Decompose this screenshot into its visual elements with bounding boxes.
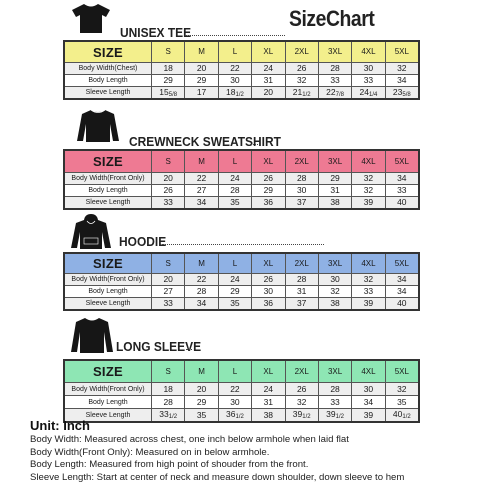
value-fraction: 1/2 [235,91,244,98]
value-cell [218,298,251,310]
value-cell [185,286,218,298]
value-number: 35 [397,396,407,407]
value-cell [285,298,318,310]
value-cell [252,286,285,298]
page-title: SizeChart [289,6,375,31]
value-number: 20 [196,63,207,74]
value-cell [218,87,251,99]
value-cell [285,197,318,209]
dotted-rule [185,35,285,36]
value-cell [152,173,185,185]
size-label: SIZE [65,361,152,383]
value-number: 28 [330,63,340,74]
dotted-rule [162,244,324,245]
value-number: 32 [296,396,307,407]
table-row [65,63,419,75]
size-cell: 2XL [285,42,318,63]
value-number: 26 [263,274,274,285]
table-row [65,75,419,87]
value-number: 39 [363,197,374,208]
value-number: 29 [196,75,207,86]
size-cell: 2XL [285,151,318,173]
value-number: 31 [296,286,307,297]
size-cell: M [185,42,218,63]
note-line: Body Length: Measured from high point of shouder from the front. [30,459,309,471]
value-cell [252,75,285,87]
value-cell [152,274,185,286]
size-cell: 4XL [352,151,385,173]
value-number: 22 [230,383,240,394]
size-cell: M [185,361,218,383]
value-cell [385,87,418,99]
size-cell: 5XL [385,42,418,63]
size-cell: XL [252,151,285,173]
value-cell [252,185,285,197]
row-label: Body Length [65,185,152,197]
value-cell [385,197,418,209]
value-number: 39 [326,409,336,419]
section-header-tee [0,2,488,42]
value-number: 38 [263,409,274,420]
value-number: 32 [296,75,307,86]
value-number: 33 [159,409,169,419]
value-cell [218,396,251,409]
value-number: 18 [226,86,236,97]
value-number: 30 [263,286,274,297]
value-cell [285,87,318,99]
value-number: 32 [397,383,407,394]
value-number: 27 [163,286,173,297]
row-label: Body Length [65,75,152,87]
value-number: 33 [397,185,407,196]
dotted-rule [250,144,258,145]
value-number: 33 [163,298,173,309]
value-number: 30 [230,75,240,86]
row-label: Body Width(Front Only) [65,173,152,185]
value-number: 36 [263,298,274,309]
value-cell [252,173,285,185]
longsleeve-icon [70,316,114,354]
value-cell [252,383,285,396]
value-cell [252,396,285,409]
section-header-longsleeve [0,316,488,356]
value-number: 30 [230,396,240,407]
value-cell [318,185,351,197]
value-number: 40 [397,197,407,208]
value-cell [285,173,318,185]
value-number: 24 [263,383,274,394]
value-number: 31 [263,396,274,407]
measurement-notes [30,418,480,484]
value-number: 35 [196,409,207,420]
value-cell [185,197,218,209]
value-cell [218,383,251,396]
value-cell [218,63,251,75]
size-label: SIZE [65,254,152,274]
size-cell: S [152,42,185,63]
dotted-rule [186,349,192,350]
size-table-hoodie [64,253,419,310]
value-cell [318,87,351,99]
value-number: 38 [330,197,340,208]
size-header-row [65,361,419,383]
size-label: SIZE [65,42,152,63]
value-cell [185,396,218,409]
size-cell: 4XL [352,42,385,63]
value-number: 39 [292,409,303,419]
size-cell: 2XL [285,361,318,383]
size-header-row [65,254,419,274]
row-label: Body Width(Front Only) [65,274,152,286]
value-cell [385,286,418,298]
size-cell: S [152,254,185,274]
value-cell [152,383,185,396]
value-cell [185,274,218,286]
value-number: 34 [363,396,374,407]
value-fraction: 1/2 [302,414,311,420]
value-number: 40 [397,298,407,309]
size-cell: S [152,361,185,383]
value-cell [352,75,385,87]
size-cell: M [185,151,218,173]
size-cell: 3XL [318,254,351,274]
value-number: 24 [230,274,240,285]
value-cell [385,75,418,87]
row-label: Body Length [65,396,152,409]
value-number: 29 [196,396,207,407]
value-cell [352,87,385,99]
value-cell [285,286,318,298]
value-number: 38 [330,298,340,309]
value-number: 37 [296,197,307,208]
value-cell [352,274,385,286]
value-number: 35 [230,197,240,208]
row-label: Body Length [65,286,152,298]
value-number: 23 [392,86,403,97]
value-number: 28 [230,185,240,196]
table-row [65,197,419,209]
value-cell [318,197,351,209]
value-number: 28 [296,274,307,285]
value-cell [185,87,218,99]
value-number: 33 [363,286,374,297]
size-cell: 2XL [285,254,318,274]
value-cell [285,63,318,75]
sweatshirt-icon [76,108,120,144]
section-header-hoodie [0,214,488,254]
value-number: 29 [330,173,340,184]
value-cell [352,185,385,197]
value-number: 29 [163,75,173,86]
size-cell: 3XL [318,151,351,173]
value-cell [252,87,285,99]
value-number: 36 [226,409,236,419]
row-label: Sleeve Length [65,409,152,422]
value-number: 20 [163,173,173,184]
table-row [65,185,419,197]
value-cell [218,173,251,185]
value-cell [285,274,318,286]
value-number: 24 [359,86,369,97]
value-number: 20 [196,383,207,394]
value-number: 33 [330,75,340,86]
value-fraction: 7/8 [335,91,344,98]
hoodie-icon [70,214,112,250]
value-number: 33 [163,197,173,208]
value-cell [385,396,418,409]
value-number: 29 [230,286,240,297]
value-cell [285,396,318,409]
value-fraction: 1/2 [402,414,411,420]
value-cell [318,298,351,310]
note-line: Sleeve Length: Start at center of neck and measure down shoulder, down sleeve to hem [30,471,405,483]
size-header-row [65,42,419,63]
value-number: 30 [330,274,340,285]
value-cell [285,75,318,87]
row-label: Sleeve Length [65,197,152,209]
value-number: 28 [296,173,307,184]
value-number: 30 [363,63,374,74]
table-row [65,396,419,409]
value-cell [152,396,185,409]
table-row [65,274,419,286]
value-number: 31 [330,185,340,196]
value-number: 32 [363,185,374,196]
value-number: 34 [397,274,407,285]
row-label: Body Width(Chest) [65,63,152,75]
value-number: 18 [163,63,173,74]
value-cell [352,197,385,209]
value-fraction: 1/2 [302,91,311,98]
note-line: Body Width(Front Only): Measured on in below armhole. [30,446,270,458]
size-cell: 5XL [385,361,418,383]
value-number: 34 [196,298,207,309]
value-cell [152,87,185,99]
value-fraction: 1/4 [369,91,378,98]
value-number: 30 [363,383,374,394]
value-cell [218,197,251,209]
value-fraction: 5/8 [168,91,178,98]
value-fraction: 1/2 [168,414,178,420]
value-number: 32 [397,63,407,74]
value-cell [185,383,218,396]
value-cell [218,286,251,298]
value-cell [185,298,218,310]
size-cell: 5XL [385,254,418,274]
size-table-longsleeve [64,360,419,422]
size-cell: XL [252,42,285,63]
value-cell [152,185,185,197]
value-number: 37 [296,298,307,309]
size-table-crewneck [64,150,419,209]
value-cell [285,185,318,197]
size-cell: 3XL [318,361,351,383]
value-cell [185,75,218,87]
value-number: 34 [397,173,407,184]
size-table-tee [64,41,419,99]
value-cell [218,185,251,197]
value-fraction: 1/2 [235,414,244,420]
value-cell [152,63,185,75]
size-cell: 3XL [318,42,351,63]
value-number: 34 [397,75,407,86]
value-cell [385,274,418,286]
value-cell [252,298,285,310]
value-number: 31 [263,75,274,86]
value-number: 28 [196,286,207,297]
value-number: 26 [163,185,173,196]
value-number: 15 [159,86,169,97]
size-cell: L [218,254,251,274]
value-number: 32 [363,274,374,285]
value-cell [318,173,351,185]
table-row [65,87,419,99]
value-number: 18 [163,383,173,394]
value-number: 22 [326,86,336,97]
section-header-crewneck [0,108,488,148]
value-number: 26 [296,63,307,74]
value-number: 39 [363,409,374,420]
value-cell [285,383,318,396]
section-label: HOODIE [119,234,167,249]
section-label: LONG SLEEVE [116,339,202,354]
value-cell [385,185,418,197]
value-cell [252,274,285,286]
note-line: Body Width: Measured across chest, one inch below armhole when laid flat [30,434,349,445]
value-number: 28 [163,396,173,407]
size-cell: L [218,42,251,63]
value-cell [318,396,351,409]
value-fraction: 5/8 [402,91,411,98]
unit-label: Unit: Inch [30,418,90,433]
value-number: 36 [263,197,274,208]
value-number: 24 [230,173,240,184]
size-header-row [65,151,419,173]
size-cell: M [185,254,218,274]
value-number: 34 [397,286,407,297]
value-cell [185,173,218,185]
value-cell [352,63,385,75]
value-cell [352,383,385,396]
value-number: 29 [263,185,274,196]
value-number: 24 [263,63,274,74]
value-number: 32 [363,173,374,184]
value-number: 20 [263,87,274,98]
value-number: 39 [363,298,374,309]
value-cell [352,286,385,298]
value-cell [352,298,385,310]
value-cell [318,286,351,298]
value-cell [218,274,251,286]
value-cell [385,63,418,75]
value-cell [385,298,418,310]
table-row [65,286,419,298]
value-cell [252,197,285,209]
size-cell: 4XL [352,361,385,383]
value-fraction: 1/2 [335,414,344,420]
value-number: 22 [230,63,240,74]
value-number: 30 [296,185,307,196]
value-number: 35 [230,298,240,309]
tshirt-icon [70,2,112,34]
table-row [65,298,419,310]
value-cell [152,298,185,310]
size-cell: 4XL [352,254,385,274]
value-cell [352,173,385,185]
value-number: 40 [392,409,403,419]
value-number: 22 [196,274,207,285]
value-cell [318,75,351,87]
value-cell [318,274,351,286]
value-number: 32 [330,286,340,297]
value-cell [252,63,285,75]
value-cell [385,173,418,185]
section-label: UNISEX TEE [120,25,192,40]
row-label: Sleeve Length [65,298,152,310]
table-row [65,173,419,185]
value-cell [152,286,185,298]
value-number: 33 [363,75,374,86]
value-number: 20 [163,274,173,285]
value-number: 27 [196,185,207,196]
value-cell [385,383,418,396]
value-number: 26 [296,383,307,394]
value-cell [318,63,351,75]
value-cell [218,75,251,87]
value-number: 17 [196,87,207,98]
value-cell [185,185,218,197]
size-cell: 5XL [385,151,418,173]
size-cell: L [218,361,251,383]
row-label: Sleeve Length [65,87,152,99]
value-number: 33 [330,396,340,407]
value-number: 26 [263,173,274,184]
row-label: Body Width(Front Only) [65,383,152,396]
section-label: CREWNECK SWEATSHIRT [129,134,281,149]
value-number: 22 [196,173,207,184]
value-cell [152,75,185,87]
value-cell [185,63,218,75]
value-cell [152,197,185,209]
value-number: 28 [330,383,340,394]
value-number: 21 [292,86,303,97]
value-number: 34 [196,197,207,208]
size-cell: XL [252,361,285,383]
value-cell [318,383,351,396]
size-label: SIZE [65,151,152,173]
value-cell [352,396,385,409]
size-cell: S [152,151,185,173]
size-cell: XL [252,254,285,274]
size-cell: L [218,151,251,173]
table-row [65,383,419,396]
